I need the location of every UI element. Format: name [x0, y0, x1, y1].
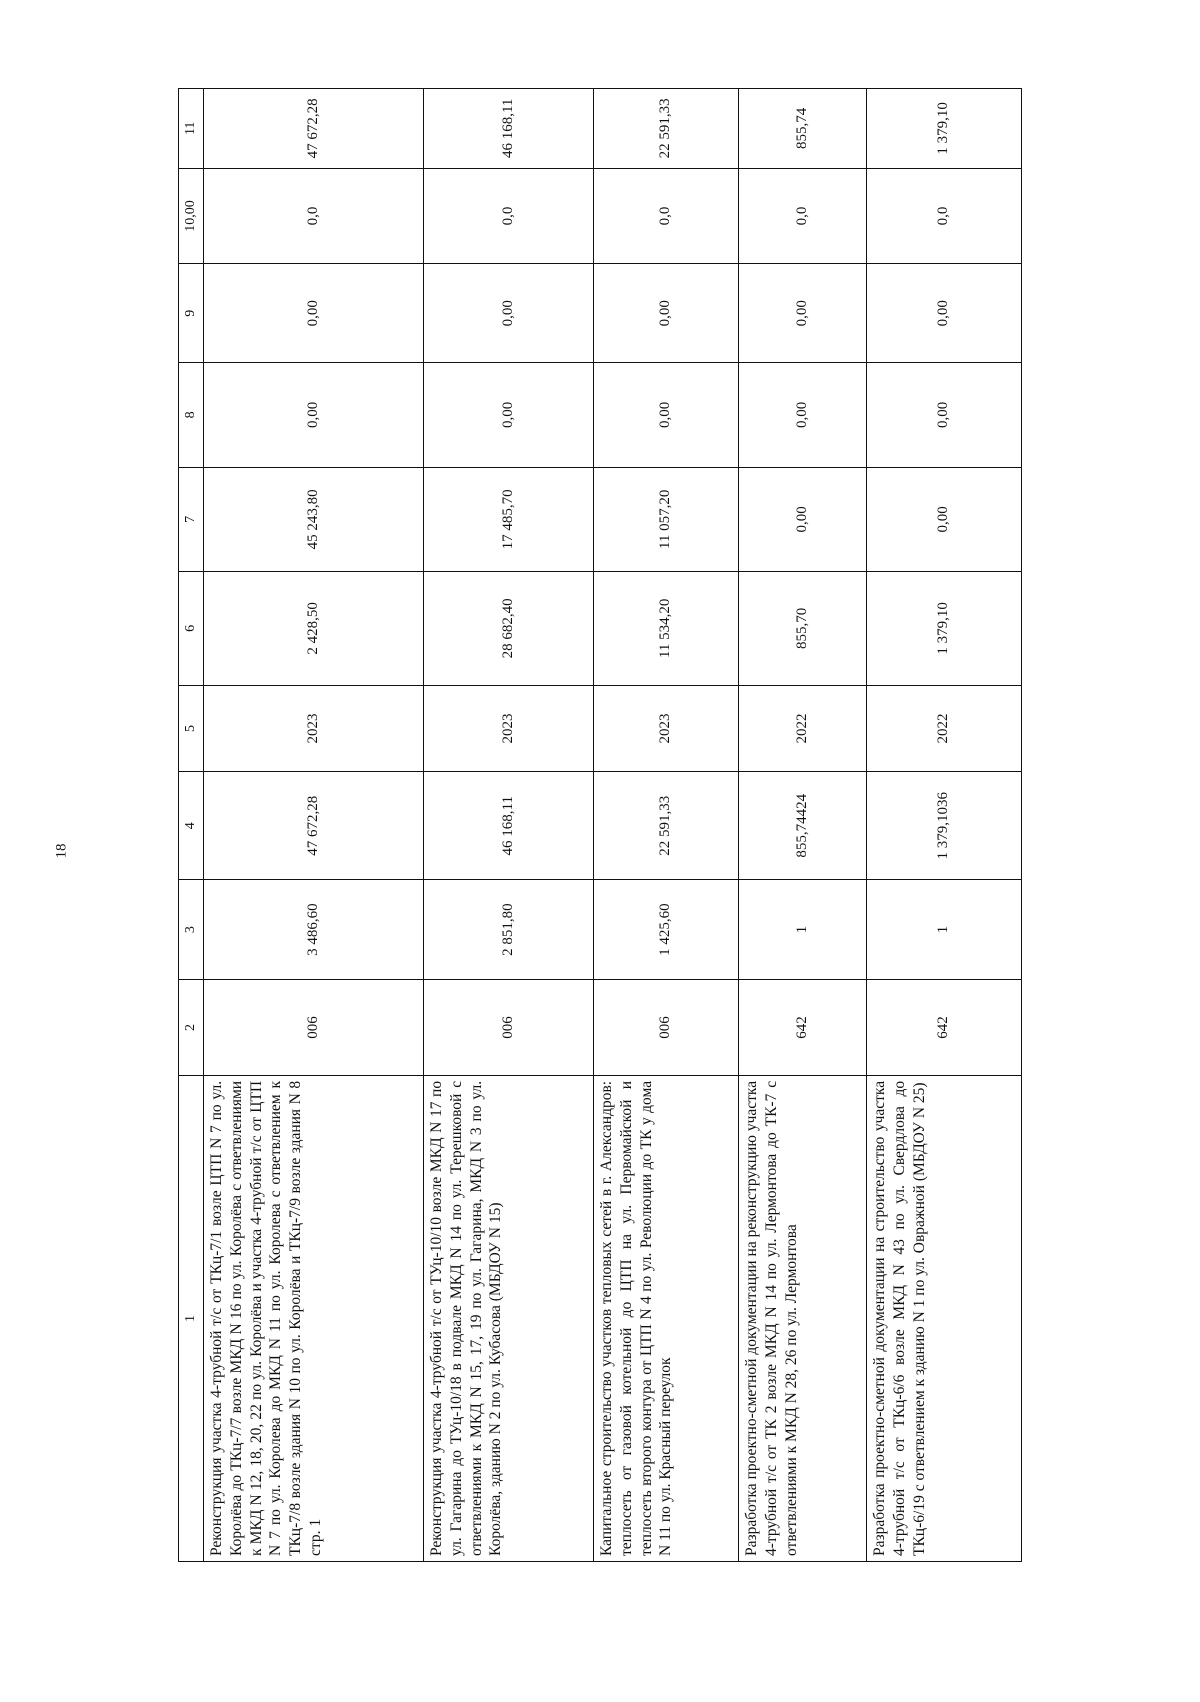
cell-col-9: 0,00: [867, 264, 1022, 363]
header-cell: 9: [179, 264, 204, 363]
cell-col-4: 47 672,28: [204, 772, 424, 880]
project-description: Разработка проектно-сметной документации на реконструкцию участка 4-трубной т/с от ТК 2 возле МКД N 14 по ул. Лермонтова до ТК-7 с ответвлениями к МКД N 28, 26 по ул. Лермонтова: [739, 1075, 867, 1561]
table-row: [204, 89, 424, 1562]
project-description: Реконструкция участка 4-трубной т/с от ТКц-7/1 возле ЦТП N 7 по ул. Королёва до ТКц-7/7 возле МКД N 16 по ул. Королёва с ответвлениями к МКД N 12, 18, 20, 22 по ул. Королёва и участка 4-трубной т/с от ЦТП N 7 по ул. Королева до МКД N 11 по ул. Королева с ответвлением к ТКц-7/8 возле здания N 10 по ул. Королёва и ТКц-7/9 возле здания N 8 стр. 1: [204, 1075, 424, 1561]
cell-col-8: 0,00: [739, 363, 867, 468]
cell-col-7: 0,00: [867, 467, 1022, 572]
cell-col-3: 1 425,60: [594, 880, 739, 980]
table-row: [424, 89, 594, 1562]
page-number: 18: [53, 843, 70, 859]
cell-col-4: 1 379,1036: [867, 772, 1022, 880]
cell-col-6: 2 428,50: [204, 572, 424, 685]
project-description: Разработка проектно-сметной документации на строительство участка 4-трубной т/с от ТКц-6/6 возле МКД N 43 по ул. Свердлова до ТКц-6/19 с ответвлением к зданию N 1 по ул. Овражной (МБДОУ N 25): [867, 1075, 1022, 1561]
cell-col-7: 45 243,80: [204, 467, 424, 572]
header-cell: 8: [179, 363, 204, 468]
cell-col-5: 2023: [204, 685, 424, 772]
cell-col-2: 006: [204, 980, 424, 1076]
table-rotated-wrapper: [178, 88, 1020, 1562]
header-cell: 11: [179, 89, 204, 169]
cell-col-4: 46 168,11: [424, 772, 594, 880]
cell-col-5: 2023: [594, 685, 739, 772]
cell-col-10: 0,0: [739, 168, 867, 264]
cell-col-6: 855,70: [739, 572, 867, 685]
cell-col-10: 0,0: [424, 168, 594, 264]
cell-col-2: 006: [424, 980, 594, 1076]
cell-col-4: 22 591,33: [594, 772, 739, 880]
cell-col-8: 0,00: [204, 363, 424, 468]
cell-col-11: 47 672,28: [204, 89, 424, 169]
header-cell: 1: [179, 1075, 204, 1561]
project-description: Капитальное строительство участков тепловых сетей в г. Александров: теплосеть от газовой котельной до ЦТП на ул. Первомайской и теплосеть второго контура от ЦТП N 4 по ул. Революции до ТК у дома N 11 по ул. Красный переулок: [594, 1075, 739, 1561]
cell-col-9: 0,00: [424, 264, 594, 363]
cell-col-7: 17 485,70: [424, 467, 594, 572]
cell-col-8: 0,00: [867, 363, 1022, 468]
header-cell: 5: [179, 685, 204, 772]
cell-col-9: 0,00: [739, 264, 867, 363]
column-number-row: [179, 89, 204, 1562]
cell-col-10: 0,0: [594, 168, 739, 264]
cell-col-3: 1: [739, 880, 867, 980]
cell-col-6: 28 682,40: [424, 572, 594, 685]
header-cell: 3: [179, 880, 204, 980]
cell-col-8: 0,00: [424, 363, 594, 468]
cell-col-4: 855,74424: [739, 772, 867, 880]
cell-col-10: 0,0: [204, 168, 424, 264]
table-row: [594, 89, 739, 1562]
header-cell: 10,00: [179, 168, 204, 264]
cell-col-11: 46 168,11: [424, 89, 594, 169]
cell-col-8: 0,00: [594, 363, 739, 468]
cell-col-7: 0,00: [739, 467, 867, 572]
cell-col-5: 2022: [867, 685, 1022, 772]
cell-col-6: 11 534,20: [594, 572, 739, 685]
cell-col-2: 006: [594, 980, 739, 1076]
cell-col-5: 2023: [424, 685, 594, 772]
cell-col-11: 855,74: [739, 89, 867, 169]
header-cell: 4: [179, 772, 204, 880]
header-cell: 6: [179, 572, 204, 685]
project-description: Реконструкция участка 4-трубной т/с от ТУц-10/10 возле МКД N 17 по ул. Гагарина до ТУц-10/18 в подвале МКД N 14 по ул. Терешковой с ответвлениями к МКД N 15, 17, 19 по ул. Гагарина, МКД N 3 по ул. Королёва, зданию N 2 по ул. Кубасова (МБДОУ N 15): [424, 1075, 594, 1561]
cell-col-10: 0,0: [867, 168, 1022, 264]
cell-col-3: 1: [867, 880, 1022, 980]
investment-projects-table: [178, 88, 1022, 1562]
cell-col-2: 642: [739, 980, 867, 1076]
header-cell: 7: [179, 467, 204, 572]
cell-col-3: 3 486,60: [204, 880, 424, 980]
table-row: [739, 89, 867, 1562]
cell-col-11: 22 591,33: [594, 89, 739, 169]
cell-col-2: 642: [867, 980, 1022, 1076]
header-cell: 2: [179, 980, 204, 1076]
table-row: [867, 89, 1022, 1562]
cell-col-11: 1 379,10: [867, 89, 1022, 169]
cell-col-9: 0,00: [204, 264, 424, 363]
cell-col-5: 2022: [739, 685, 867, 772]
cell-col-9: 0,00: [594, 264, 739, 363]
cell-col-6: 1 379,10: [867, 572, 1022, 685]
cell-col-7: 11 057,20: [594, 467, 739, 572]
cell-col-3: 2 851,80: [424, 880, 594, 980]
